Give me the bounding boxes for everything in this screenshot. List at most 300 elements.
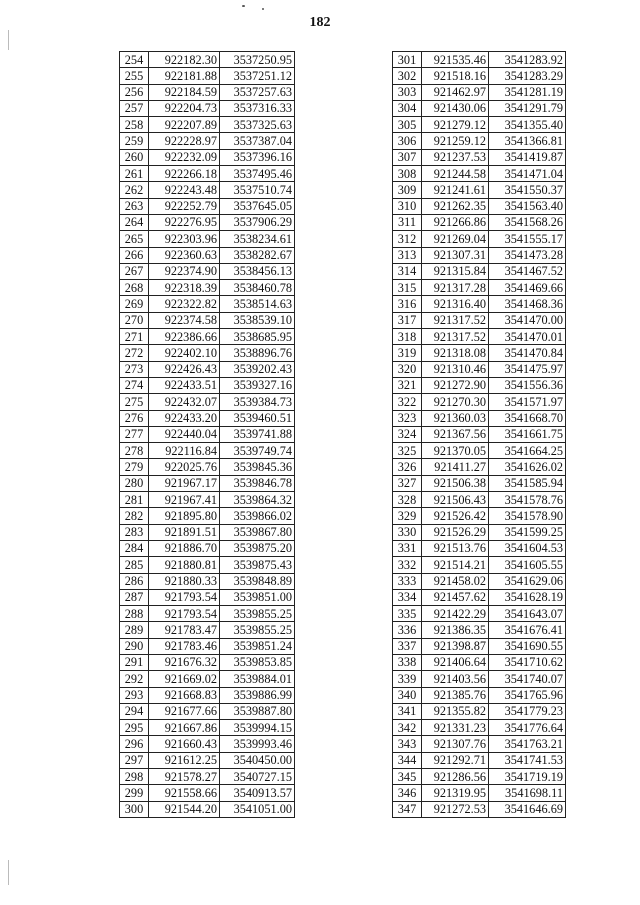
y-coordinate-cell: 3541629.06	[489, 573, 566, 589]
point-number-cell: 282	[120, 508, 149, 524]
point-number-cell: 294	[120, 703, 149, 719]
x-coordinate-cell: 921506.38	[422, 475, 489, 491]
point-number-cell: 299	[120, 785, 149, 801]
x-coordinate-cell: 922426.43	[149, 361, 220, 377]
y-coordinate-cell: 3538234.61	[220, 231, 295, 247]
x-coordinate-cell: 921676.32	[149, 654, 220, 670]
table-row	[393, 508, 566, 524]
point-number-cell: 291	[120, 654, 149, 670]
point-number-cell: 310	[393, 198, 422, 214]
point-number-cell: 315	[393, 280, 422, 296]
table-row	[120, 214, 295, 230]
x-coordinate-cell: 921886.70	[149, 540, 220, 556]
x-coordinate-cell: 921526.42	[422, 508, 489, 524]
point-number-cell: 254	[120, 52, 149, 68]
x-coordinate-cell: 921241.61	[422, 182, 489, 198]
point-number-cell: 308	[393, 166, 422, 182]
table-row	[393, 84, 566, 100]
table-row	[393, 247, 566, 263]
scan-edge	[8, 860, 9, 885]
y-coordinate-cell: 3539994.15	[220, 720, 295, 736]
table-row	[393, 280, 566, 296]
y-coordinate-cell: 3541698.11	[489, 785, 566, 801]
y-coordinate-cell: 3541550.37	[489, 182, 566, 198]
y-coordinate-cell: 3539741.88	[220, 426, 295, 442]
table-row	[393, 214, 566, 230]
point-number-cell: 340	[393, 687, 422, 703]
y-coordinate-cell: 3539848.89	[220, 573, 295, 589]
table-row	[393, 720, 566, 736]
point-number-cell: 322	[393, 394, 422, 410]
point-number-cell: 324	[393, 426, 422, 442]
point-number-cell: 334	[393, 589, 422, 605]
point-number-cell: 270	[120, 312, 149, 328]
point-number-cell: 313	[393, 247, 422, 263]
y-coordinate-cell: 3537387.04	[220, 133, 295, 149]
table-row	[120, 524, 295, 540]
x-coordinate-cell: 922252.79	[149, 198, 220, 214]
y-coordinate-cell: 3541605.55	[489, 557, 566, 573]
table-row	[120, 606, 295, 622]
y-coordinate-cell: 3537251.12	[220, 68, 295, 84]
x-coordinate-cell: 921310.46	[422, 361, 489, 377]
y-coordinate-cell: 3537257.63	[220, 84, 295, 100]
point-number-cell: 314	[393, 263, 422, 279]
table-row	[393, 361, 566, 377]
y-coordinate-cell: 3539855.25	[220, 622, 295, 638]
table-row	[120, 687, 295, 703]
table-row	[120, 100, 295, 116]
table-row	[120, 671, 295, 687]
point-number-cell: 266	[120, 247, 149, 263]
x-coordinate-cell: 921660.43	[149, 736, 220, 752]
y-coordinate-cell: 3539887.80	[220, 703, 295, 719]
x-coordinate-cell: 921578.27	[149, 769, 220, 785]
y-coordinate-cell: 3541643.07	[489, 606, 566, 622]
point-number-cell: 343	[393, 736, 422, 752]
table-row	[393, 377, 566, 393]
table-row	[393, 671, 566, 687]
y-coordinate-cell: 3541366.81	[489, 133, 566, 149]
table-row	[120, 654, 295, 670]
point-number-cell: 317	[393, 312, 422, 328]
page-number: 182	[309, 15, 331, 30]
x-coordinate-cell: 921457.62	[422, 589, 489, 605]
table-row	[393, 622, 566, 638]
point-number-cell: 305	[393, 117, 422, 133]
table-row	[393, 736, 566, 752]
point-number-cell: 288	[120, 606, 149, 622]
table-row	[120, 492, 295, 508]
x-coordinate-cell: 921269.04	[422, 231, 489, 247]
x-coordinate-cell: 921535.46	[422, 52, 489, 68]
y-coordinate-cell: 3541719.19	[489, 769, 566, 785]
x-coordinate-cell: 921406.64	[422, 654, 489, 670]
x-coordinate-cell: 921526.29	[422, 524, 489, 540]
table-row	[393, 801, 566, 817]
x-coordinate-cell: 921458.02	[422, 573, 489, 589]
table-row	[120, 280, 295, 296]
y-coordinate-cell: 3541676.41	[489, 622, 566, 638]
table-row	[120, 720, 295, 736]
table-row	[120, 573, 295, 589]
x-coordinate-cell: 921506.43	[422, 492, 489, 508]
table-row	[120, 133, 295, 149]
scan-speck	[262, 8, 264, 10]
x-coordinate-cell: 921272.90	[422, 377, 489, 393]
y-coordinate-cell: 3539855.25	[220, 606, 295, 622]
table-row	[120, 801, 295, 817]
x-coordinate-cell: 921307.31	[422, 247, 489, 263]
point-number-cell: 333	[393, 573, 422, 589]
table-row	[120, 68, 295, 84]
y-coordinate-cell: 3539875.43	[220, 557, 295, 573]
x-coordinate-cell: 921967.41	[149, 492, 220, 508]
y-coordinate-cell: 3539875.20	[220, 540, 295, 556]
x-coordinate-cell: 922232.09	[149, 149, 220, 165]
table-row	[120, 508, 295, 524]
point-number-cell: 289	[120, 622, 149, 638]
table-row	[120, 752, 295, 768]
x-coordinate-cell: 922116.84	[149, 443, 220, 459]
table-row	[120, 149, 295, 165]
point-number-cell: 281	[120, 492, 149, 508]
point-number-cell: 277	[120, 426, 149, 442]
y-coordinate-cell: 3541475.97	[489, 361, 566, 377]
y-coordinate-cell: 3539867.80	[220, 524, 295, 540]
x-coordinate-cell: 921518.16	[422, 68, 489, 84]
table-row	[393, 540, 566, 556]
point-number-cell: 329	[393, 508, 422, 524]
point-number-cell: 325	[393, 443, 422, 459]
table-row	[393, 573, 566, 589]
y-coordinate-cell: 3541470.84	[489, 345, 566, 361]
point-number-cell: 328	[393, 492, 422, 508]
x-coordinate-cell: 921270.30	[422, 394, 489, 410]
y-coordinate-cell: 3541051.00	[220, 801, 295, 817]
y-coordinate-cell: 3539853.85	[220, 654, 295, 670]
table-row	[393, 312, 566, 328]
point-number-cell: 297	[120, 752, 149, 768]
x-coordinate-cell: 921880.81	[149, 557, 220, 573]
table-row	[393, 654, 566, 670]
point-number-cell: 346	[393, 785, 422, 801]
table-row	[120, 296, 295, 312]
table-row	[393, 410, 566, 426]
table-row	[120, 394, 295, 410]
table-row	[120, 166, 295, 182]
y-coordinate-cell: 3541626.02	[489, 459, 566, 475]
table-row	[120, 361, 295, 377]
x-coordinate-cell: 922025.76	[149, 459, 220, 475]
table-row	[120, 638, 295, 654]
point-number-cell: 320	[393, 361, 422, 377]
y-coordinate-cell: 3537250.95	[220, 52, 295, 68]
point-number-cell: 304	[393, 100, 422, 116]
x-coordinate-cell: 922181.88	[149, 68, 220, 84]
x-coordinate-cell: 921307.76	[422, 736, 489, 752]
x-coordinate-cell: 922322.82	[149, 296, 220, 312]
point-number-cell: 272	[120, 345, 149, 361]
y-coordinate-cell: 3541467.52	[489, 263, 566, 279]
x-coordinate-cell: 922440.04	[149, 426, 220, 442]
table-row	[120, 443, 295, 459]
point-number-cell: 273	[120, 361, 149, 377]
y-coordinate-cell: 3541470.01	[489, 329, 566, 345]
y-coordinate-cell: 3541568.26	[489, 214, 566, 230]
point-number-cell: 285	[120, 557, 149, 573]
x-coordinate-cell: 921292.71	[422, 752, 489, 768]
x-coordinate-cell: 922360.63	[149, 247, 220, 263]
y-coordinate-cell: 3539886.99	[220, 687, 295, 703]
y-coordinate-cell: 3538456.13	[220, 263, 295, 279]
table-row	[393, 263, 566, 279]
y-coordinate-cell: 3541281.19	[489, 84, 566, 100]
y-coordinate-cell: 3541765.96	[489, 687, 566, 703]
point-number-cell: 274	[120, 377, 149, 393]
table-row	[393, 329, 566, 345]
point-number-cell: 301	[393, 52, 422, 68]
y-coordinate-cell: 3541646.69	[489, 801, 566, 817]
y-coordinate-cell: 3541604.53	[489, 540, 566, 556]
y-coordinate-cell: 3541571.97	[489, 394, 566, 410]
table-row	[393, 426, 566, 442]
x-coordinate-cell: 922207.89	[149, 117, 220, 133]
y-coordinate-cell: 3537495.46	[220, 166, 295, 182]
table-row	[393, 296, 566, 312]
point-number-cell: 316	[393, 296, 422, 312]
x-coordinate-cell: 921422.29	[422, 606, 489, 622]
x-coordinate-cell: 921317.28	[422, 280, 489, 296]
y-coordinate-cell: 3538514.63	[220, 296, 295, 312]
table-row	[120, 117, 295, 133]
y-coordinate-cell: 3541469.66	[489, 280, 566, 296]
y-coordinate-cell: 3537396.16	[220, 149, 295, 165]
x-coordinate-cell: 921544.20	[149, 801, 220, 817]
y-coordinate-cell: 3537906.29	[220, 214, 295, 230]
table-row	[393, 68, 566, 84]
point-number-cell: 307	[393, 149, 422, 165]
point-number-cell: 312	[393, 231, 422, 247]
point-number-cell: 268	[120, 280, 149, 296]
y-coordinate-cell: 3541470.00	[489, 312, 566, 328]
x-coordinate-cell: 922318.39	[149, 280, 220, 296]
scan-edge	[8, 30, 9, 50]
table-row	[393, 100, 566, 116]
point-number-cell: 338	[393, 654, 422, 670]
x-coordinate-cell: 921385.76	[422, 687, 489, 703]
point-number-cell: 259	[120, 133, 149, 149]
point-number-cell: 261	[120, 166, 149, 182]
point-number-cell: 280	[120, 475, 149, 491]
y-coordinate-cell: 3538282.67	[220, 247, 295, 263]
table-row	[120, 769, 295, 785]
point-number-cell: 278	[120, 443, 149, 459]
table-row	[120, 426, 295, 442]
y-coordinate-cell: 3539384.73	[220, 394, 295, 410]
point-number-cell: 345	[393, 769, 422, 785]
table-row	[120, 231, 295, 247]
y-coordinate-cell: 3537325.63	[220, 117, 295, 133]
point-number-cell: 339	[393, 671, 422, 687]
table-row	[393, 117, 566, 133]
x-coordinate-cell: 922243.48	[149, 182, 220, 198]
y-coordinate-cell: 3541710.62	[489, 654, 566, 670]
point-number-cell: 302	[393, 68, 422, 84]
point-number-cell: 258	[120, 117, 149, 133]
table-row	[120, 345, 295, 361]
y-coordinate-cell: 3539993.46	[220, 736, 295, 752]
x-coordinate-cell: 922184.59	[149, 84, 220, 100]
table-row	[120, 785, 295, 801]
x-coordinate-cell: 921411.27	[422, 459, 489, 475]
y-coordinate-cell: 3538685.95	[220, 329, 295, 345]
x-coordinate-cell: 921462.97	[422, 84, 489, 100]
y-coordinate-cell: 3541473.28	[489, 247, 566, 263]
y-coordinate-cell: 3541471.04	[489, 166, 566, 182]
y-coordinate-cell: 3539851.00	[220, 589, 295, 605]
x-coordinate-cell: 921513.76	[422, 540, 489, 556]
y-coordinate-cell: 3539749.74	[220, 443, 295, 459]
point-number-cell: 290	[120, 638, 149, 654]
point-number-cell: 275	[120, 394, 149, 410]
x-coordinate-cell: 922182.30	[149, 52, 220, 68]
point-number-cell: 309	[393, 182, 422, 198]
table-row	[393, 149, 566, 165]
y-coordinate-cell: 3537510.74	[220, 182, 295, 198]
table-row	[393, 52, 566, 68]
point-number-cell: 306	[393, 133, 422, 149]
table-row	[393, 785, 566, 801]
y-coordinate-cell: 3541628.19	[489, 589, 566, 605]
table-row	[393, 182, 566, 198]
x-coordinate-cell: 921272.53	[422, 801, 489, 817]
y-coordinate-cell: 3540450.00	[220, 752, 295, 768]
point-number-cell: 257	[120, 100, 149, 116]
x-coordinate-cell: 921398.87	[422, 638, 489, 654]
y-coordinate-cell: 3541776.64	[489, 720, 566, 736]
y-coordinate-cell: 3539202.43	[220, 361, 295, 377]
y-coordinate-cell: 3541468.36	[489, 296, 566, 312]
x-coordinate-cell: 922204.73	[149, 100, 220, 116]
table-row	[393, 166, 566, 182]
x-coordinate-cell: 921355.82	[422, 703, 489, 719]
x-coordinate-cell: 922433.51	[149, 377, 220, 393]
x-coordinate-cell: 921318.08	[422, 345, 489, 361]
point-number-cell: 267	[120, 263, 149, 279]
point-number-cell: 284	[120, 540, 149, 556]
table-row	[120, 247, 295, 263]
x-coordinate-cell: 921317.52	[422, 312, 489, 328]
point-number-cell: 293	[120, 687, 149, 703]
x-coordinate-cell: 921244.58	[422, 166, 489, 182]
y-coordinate-cell: 3539327.16	[220, 377, 295, 393]
y-coordinate-cell: 3539460.51	[220, 410, 295, 426]
x-coordinate-cell: 921286.56	[422, 769, 489, 785]
x-coordinate-cell: 921316.40	[422, 296, 489, 312]
point-number-cell: 335	[393, 606, 422, 622]
y-coordinate-cell: 3539851.24	[220, 638, 295, 654]
point-number-cell: 300	[120, 801, 149, 817]
x-coordinate-cell: 922432.07	[149, 394, 220, 410]
y-coordinate-cell: 3539866.02	[220, 508, 295, 524]
x-coordinate-cell: 921514.21	[422, 557, 489, 573]
table-row	[393, 231, 566, 247]
y-coordinate-cell: 3538539.10	[220, 312, 295, 328]
x-coordinate-cell: 921315.84	[422, 263, 489, 279]
x-coordinate-cell: 921667.86	[149, 720, 220, 736]
y-coordinate-cell: 3539864.32	[220, 492, 295, 508]
point-number-cell: 269	[120, 296, 149, 312]
y-coordinate-cell: 3541661.75	[489, 426, 566, 442]
point-number-cell: 279	[120, 459, 149, 475]
table-row	[393, 752, 566, 768]
point-number-cell: 283	[120, 524, 149, 540]
y-coordinate-cell: 3541578.76	[489, 492, 566, 508]
y-coordinate-cell: 3537316.33	[220, 100, 295, 116]
point-number-cell: 286	[120, 573, 149, 589]
y-coordinate-cell: 3541283.29	[489, 68, 566, 84]
y-coordinate-cell: 3541741.53	[489, 752, 566, 768]
x-coordinate-cell: 921783.47	[149, 622, 220, 638]
table-row	[393, 589, 566, 605]
point-number-cell: 337	[393, 638, 422, 654]
y-coordinate-cell: 3538460.78	[220, 280, 295, 296]
table-row	[120, 622, 295, 638]
y-coordinate-cell: 3541779.23	[489, 703, 566, 719]
y-coordinate-cell: 3539884.01	[220, 671, 295, 687]
y-coordinate-cell: 3541668.70	[489, 410, 566, 426]
x-coordinate-cell: 921677.66	[149, 703, 220, 719]
point-number-cell: 271	[120, 329, 149, 345]
y-coordinate-cell: 3541763.21	[489, 736, 566, 752]
table-row	[393, 133, 566, 149]
table-row	[120, 736, 295, 752]
point-number-cell: 264	[120, 214, 149, 230]
table-row	[393, 687, 566, 703]
table-row	[120, 329, 295, 345]
x-coordinate-cell: 921793.54	[149, 589, 220, 605]
x-coordinate-cell: 921783.46	[149, 638, 220, 654]
y-coordinate-cell: 3537645.05	[220, 198, 295, 214]
x-coordinate-cell: 921237.53	[422, 149, 489, 165]
y-coordinate-cell: 3541563.40	[489, 198, 566, 214]
table-row	[120, 589, 295, 605]
point-number-cell: 330	[393, 524, 422, 540]
point-number-cell: 296	[120, 736, 149, 752]
x-coordinate-cell: 921370.05	[422, 443, 489, 459]
table-row	[393, 443, 566, 459]
table-row	[393, 459, 566, 475]
x-coordinate-cell: 921793.54	[149, 606, 220, 622]
table-row	[393, 198, 566, 214]
point-number-cell: 303	[393, 84, 422, 100]
x-coordinate-cell: 921669.02	[149, 671, 220, 687]
x-coordinate-cell: 921386.35	[422, 622, 489, 638]
point-number-cell: 262	[120, 182, 149, 198]
coordinates-table-left	[119, 51, 295, 818]
point-number-cell: 256	[120, 84, 149, 100]
point-number-cell: 323	[393, 410, 422, 426]
x-coordinate-cell: 921367.56	[422, 426, 489, 442]
table-row	[120, 703, 295, 719]
point-number-cell: 287	[120, 589, 149, 605]
table-row	[393, 475, 566, 491]
table-row	[120, 312, 295, 328]
point-number-cell: 332	[393, 557, 422, 573]
y-coordinate-cell: 3541585.94	[489, 475, 566, 491]
x-coordinate-cell: 921612.25	[149, 752, 220, 768]
